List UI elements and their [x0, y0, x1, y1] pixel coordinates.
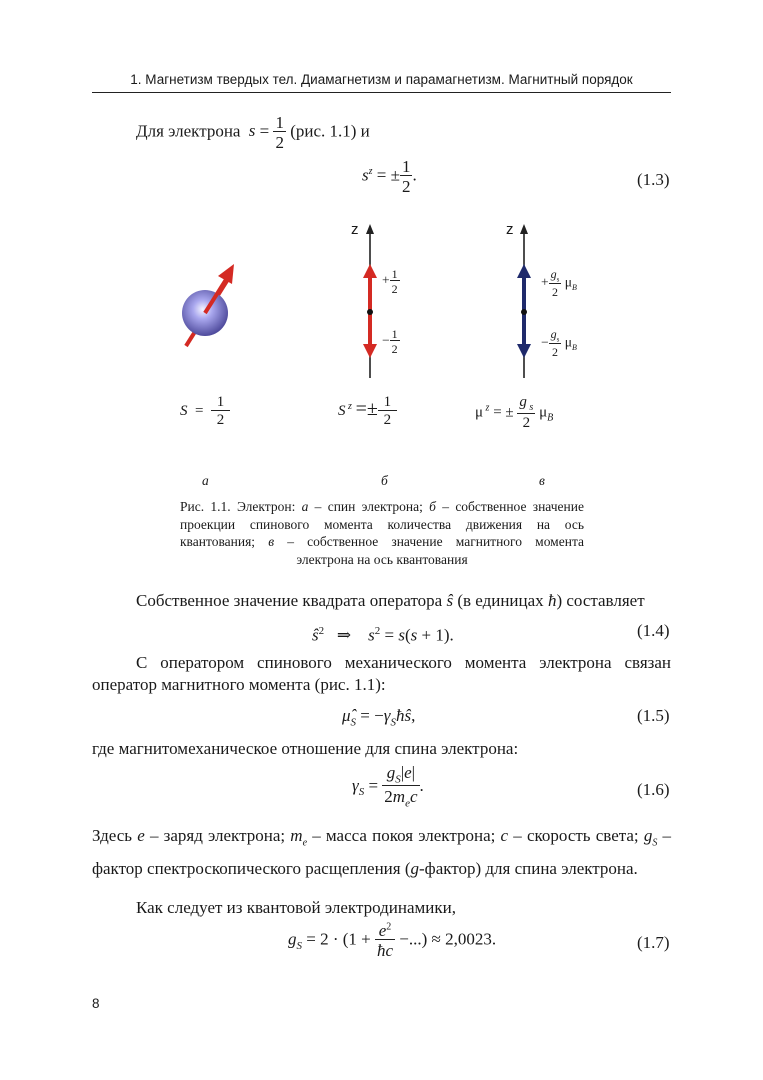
- paragraph-definitions: Здесь e – заряд электрона; $m_e$ – масса покоя электрона; c – скорость света; $g_S$ – фактор спектроскопического расщепления (g-фактор) для спина электрона.: [92, 826, 672, 879]
- equation-1-7: $g_S = 2 \cdot (1$ + $\frac{e^2}{ħc}$ −...) ≈ 2,0023.: [288, 921, 497, 960]
- label-plus-half: + $\frac{1}{2}$: [382, 267, 398, 296]
- paragraph-gyromagnetic: где магнитомеханическое отношение для спина электрона:: [92, 739, 519, 758]
- formula-Sz: S $^z$ =± $\frac{1}{2}$: [338, 394, 395, 428]
- equation-1-3: $s^z$ = ± $\frac{1}{2}$ .: [362, 157, 417, 196]
- equation-number: (1.3): [637, 170, 670, 189]
- label-plus-gs-half-mub: + $\frac{g_s}{2}$ $\mu_B$: [541, 267, 577, 300]
- panel-label-c: в: [539, 473, 545, 488]
- paragraph-text: Для электрона: [136, 121, 241, 141]
- electron-spin-illustration: [182, 264, 234, 346]
- magnetic-moment-axis: [517, 224, 531, 378]
- paragraph-square-operator: Собственное значение квадрата оператора ŝ (в единицах ħ) составляет: [136, 591, 645, 610]
- equation-number: (1.5): [637, 706, 670, 725]
- equation-1-4: $ŝ^2$ ⇒ $s^2 = s(s + 1)$.: [312, 625, 454, 645]
- fraction-one-half: $\frac{1}{2}$: [275, 113, 284, 152]
- header-rule: [92, 92, 671, 93]
- equation-number: (1.7): [637, 933, 670, 952]
- paragraph-magnetic-operator: С оператором спинового механического момента электрона связан оператор магнитного момента (рис. 1.1):: [92, 653, 671, 694]
- equation-number: (1.6): [637, 780, 670, 799]
- axis-label-z: z: [351, 221, 359, 238]
- formula-S-half: S = $\frac{1}{2}$: [180, 394, 228, 428]
- paragraph-spin-intro: Для электрона s = $\frac{1}{2}$ (рис. 1.1) и: [136, 113, 370, 152]
- equation-number: (1.4): [637, 621, 670, 640]
- equation-1-6: $\gamma_S$ = $\frac{g_S|e|}{2m_ec}$ .: [352, 763, 424, 810]
- paragraph-qed: Как следует из квантовой электродинамики,: [136, 898, 456, 917]
- panel-label-a: а: [202, 473, 209, 488]
- axis-label-z: z: [506, 221, 514, 238]
- spin-projection-axis: [363, 224, 377, 378]
- formula-muz: μ $^z$ = ± $\frac{g _s}{2}$ $\mu_B$: [475, 394, 554, 431]
- panel-label-b: б: [381, 473, 388, 488]
- page-number: 8: [92, 996, 100, 1011]
- label-minus-gs-half-mub: − $\frac{g_s}{2}$ $\mu_B$: [541, 327, 577, 360]
- equation-1-5: $\mû_S$ = $-\gamma_Sħŝ$,: [342, 706, 416, 729]
- running-header: 1. Магнетизм твердых тел. Диамагнетизм и парамагнетизм. Магнитный порядок: [130, 72, 633, 87]
- label-minus-half: − $\frac{1}{2}$: [382, 327, 398, 356]
- paragraph-text: (рис. 1.1) и: [290, 121, 370, 141]
- figure-caption: Рис. 1.1. Электрон: а – спин электрона; б – собственное значение проекции спинового момента количества движения на ось квантования; в – собственное значение магнитного момента электрона на ось квантования: [180, 499, 584, 567]
